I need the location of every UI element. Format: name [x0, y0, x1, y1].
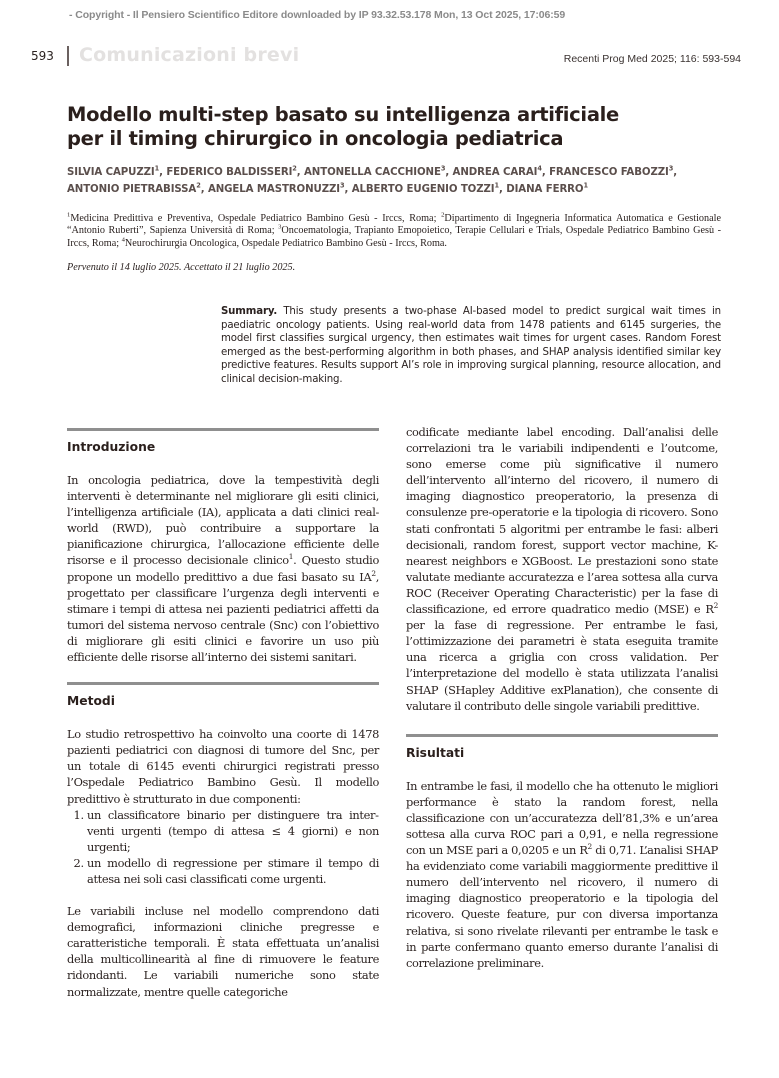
affiliations: $^1$Medicina Predittiva e Preventiva, Ospedale Pediatrico Bambino Gesù - Irccs, Roma; $^2$Dipartimento di Ingegneria Informatica Automatica e Gestionale “Antonio Ruberti”, Sapienza Università di Roma; $^3$Oncoematologia, Trapianto Emopoietico, Terapie Cellulari e Trials, Ospedale Pediatrico Bambino Gesù - Irccs, Roma; $^4$Neurochirurgia Oncologica, Ospedale Pediatrico Bambino Gesù - Irccs, Roma. [67, 211, 721, 249]
list-item: 1. un classificatore binario per distinguere tra interventi urgenti (tempo di attesa ≤ 4 giorni) e non urgenti; [87, 807, 379, 855]
list-item: 2. un modello di regressione per stimare il tempo di attesa nei soli casi classificati come urgenti. [87, 855, 379, 887]
download-watermark: - Copyright - Il Pensiero Scientifico Editore downloaded by IP 93.32.53.178 Mon, 13 Oct 2025, 17:06:59 [69, 9, 566, 21]
author: ANGELA MASTRONUZZI$^3$ [207, 181, 345, 195]
section-name: Comunicazioni brevi [79, 44, 300, 66]
author: FEDERICO BALDISSERI$^2$ [166, 164, 297, 178]
author: DIANA FERRO$^1$ [506, 181, 589, 195]
author: ANTONELLA CACCHIONE$^3$ [304, 164, 446, 178]
summary-text: This study presents a two-phase AI-based model to predict surgical wait times in paediatric oncology patients. Using real-world data from 1478 patients and 6145 surgeries, the model first classifies surgical urgency, then estimates wait times for urgent cases. Random Forest emerged as the best-performing algorithm in both phases, and SHAP analysis identified similar key predictive features. Results support AI’s role in improving surgical planning, resource allocation, and clinical decision-making. [221, 306, 721, 385]
methods-paragraph-2-continued: codificate mediante label encoding. Dall’analisi delle correlazioni tra le variabili indipendenti e l’outcome, sono emerse come più significative il numero dell’intervento all’interno del ricovero, il numero di imaging diagnostico preoperatorio, la presenza di consulenze pre-operatorie e la tipologia di ricovero. Sono stati confrontati 5 algoritmi per entrambe le fasi: alberi decisionali, random forest, support vector machine, K-nearest neighbors e XGBoost. Le prestazioni sono state valutate mediante accuratezza e l’area sottesa alla curva ROC (Receiver Operating Characteristic) per la fase di classificazione, ed errore quadratico medio (MSE) e $R^2$ per la fase di regressione. Per entrambe le fasi, l’ottimizzazione dei parametri è stata eseguita tramite una ricerca a griglia con cross validation. Per l’interpretazione del modello è stata utilizzata l’analisi SHAP (SHapley Additive exPlanation), che consente di valutare il contributo delle singole variabili predittive. [406, 425, 718, 713]
section-rule [67, 682, 379, 685]
header-divider [67, 46, 69, 66]
author: FRANCESCO FABOZZI$^3$ [549, 164, 674, 178]
methods-components-list [67, 807, 379, 887]
methods-paragraph-1: Lo studio retrospettivo ha coinvolto una coorte di 1478 pazienti pediatrici con diagnosi di tumore del Snc, per un totale di 6145 eventi chirurgici registrati presso l’Ospedale Pediatrico Bambino Gesù. Il modello predittivo è strutturato in due componenti: [67, 727, 379, 806]
title-line-2: per il timing chirurgico in oncologia pediatrica [67, 127, 564, 150]
heading-introduzione: Introduzione [67, 440, 156, 454]
right-column [406, 424, 718, 971]
author: ANDREA CARAI$^4$ [452, 164, 542, 178]
intro-paragraph: In oncologia pediatrica, dove la tempestività degli interventi è determinante nel migliorare gli esiti clinici, l’intelligenza artificiale (IA), applicata a dati clinici real-world (RWD), può contribuire a supportare la pianificazione chirurgica, l’allocazione efficiente delle risorse e il processo decisionale clinico$^1$. Questo studio propone un modello predittivo a due fasi basato su $IA^2$, progettato per classificare l’urgenza degli interventi e stimare i tempi di attesa nei pazienti pediatrici affetti da tumori del sistema nervoso centrale (Snc) con l’obiettivo di migliorare gli esiti clinici e favorire un uso più efficiente delle risorse all’interno dei sistemi sanitari. [67, 473, 379, 665]
abstract-summary [221, 305, 721, 387]
section-rule [67, 428, 379, 431]
heading-metodi: Metodi [67, 694, 115, 709]
received-accepted-dates: Pervenuto il 14 luglio 2025. Accettato il 21 luglio 2025. [67, 262, 296, 273]
article-title [67, 103, 707, 151]
author: SILVIA CAPUZZI$^1$ [67, 164, 160, 178]
running-header [31, 44, 741, 68]
journal-citation: Recenti Prog Med 2025; 116: 593-594 [563, 53, 741, 65]
title-line-1: Modello multi-step basato su intelligenza artificiale [67, 103, 619, 126]
heading-risultati: Risultati [406, 745, 465, 760]
section-rule [406, 734, 718, 737]
left-column [67, 428, 379, 1000]
author: ANTONIO PIETRABISSA$^2$ [67, 181, 201, 195]
methods-paragraph-2: Le variabili incluse nel modello comprendono dati demografici, informazioni cliniche pregresse e caratteristiche temporali. È stata effettuata un’analisi della multicollinearità al fine di rimuovere le feature ridondanti. Le variabili numeriche sono state normalizzate, mentre quelle categoriche [67, 904, 379, 999]
summary-label: Summary. [221, 306, 278, 317]
page-number: 593 [31, 49, 54, 63]
author-list: SILVIA CAPUZZI$^1$, FEDERICO BALDISSERI$^2$, ANTONELLA CACCHIONE$^3$, ANDREA CARAI$^4$, FRANCESCO FABOZZI$^3$, ANTONIO PIETRABISSA$^2$, ANGELA MASTRONUZZI$^3$, ALBERTO EUGENIO TOZZI$^1$, DIANA FERRO$^1$ [67, 164, 678, 195]
author: ALBERTO EUGENIO TOZZI$^1$ [351, 181, 500, 195]
results-paragraph: In entrambe le fasi, il modello che ha ottenuto le migliori performance è stato la random forest, nella classificazione con un’accuratezza dell’81,3% e un’area sottesa alla curva ROC pari a 0,91, e nella regressione con un MSE pari a 0,0205 e un $R^2$ di 0,71. L’analisi SHAP ha evidenziato come variabili maggiormente predittive il numero dell’intervento nel ricovero, il numero di imaging diagnostico preoperatorio e la tipologia del ricovero. Queste feature, pur con diversa importanza relativa, si sono rivelate rilevanti per entrambe le task e in parte confermano quanto emerso durante l’analisi di correlazione preliminare. [406, 778, 718, 970]
